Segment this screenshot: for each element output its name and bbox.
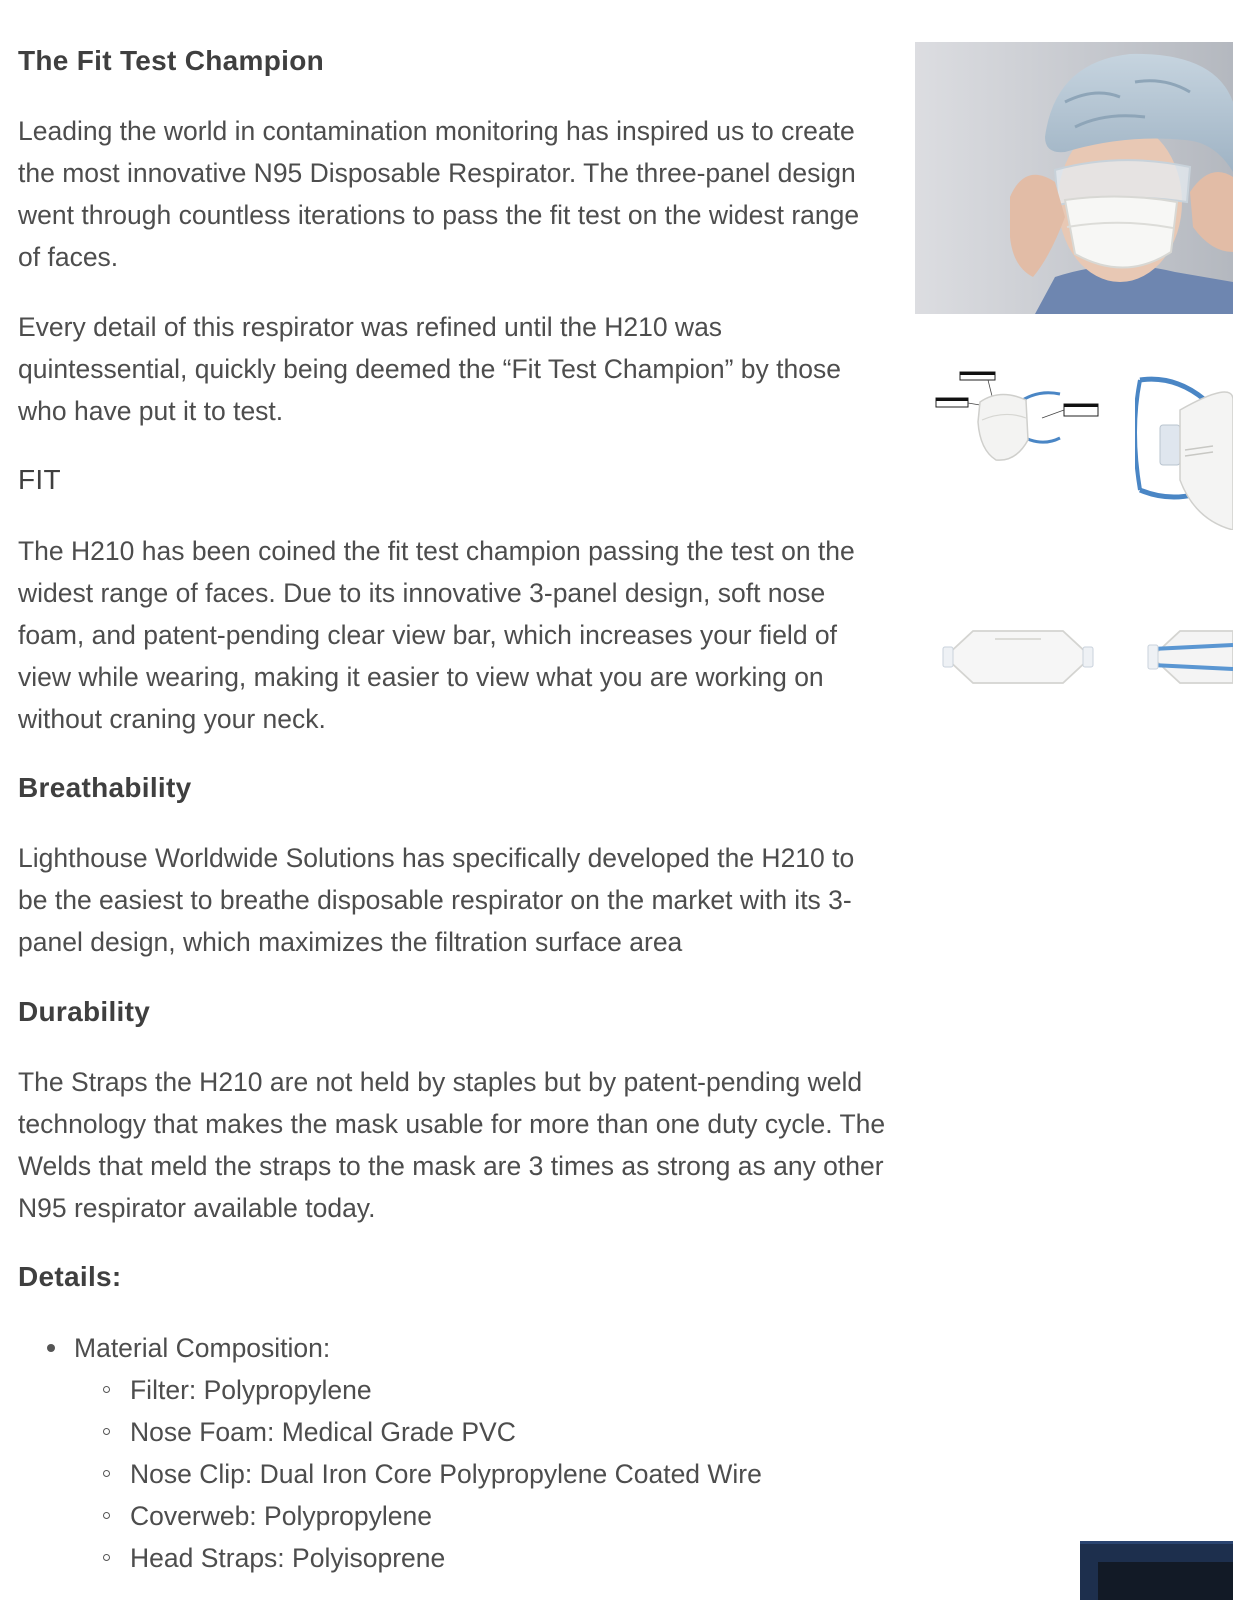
intro-paragraph-1: Leading the world in contamination monitoring has inspired us to create the most innovative N95 Disposable Respirator. The three-panel design went through countless iterations to pass the fit test on the widest range of faces. [18,116,860,272]
list-item [130,1537,762,1579]
page-title: The Fit Test Champion [18,45,325,76]
details-heading: Details: [18,1261,122,1292]
sub-item-nose-foam: Nose Foam: Medical Grade PVC [130,1417,516,1447]
material-sublist [74,1369,762,1579]
product-thumbnail-side[interactable] [1135,370,1233,530]
sub-item-nose-clip: Nose Clip: Dual Iron Core Polypropylene Coated Wire [130,1459,762,1489]
respirator-flat-image [935,615,1100,700]
product-thumbnail-straps[interactable] [1140,615,1233,700]
list-item [130,1411,762,1453]
respirator-diagram-image [930,360,1105,480]
details-list [18,1327,762,1579]
fit-paragraph: The H210 has been coined the fit test champion passing the test on the widest range of faces. Due to its innovative 3-panel design, soft nose foam, and patent-pending clear view bar, which increases your field of view while wearing, making it easier to view what you are working on without craning your neck. [18,536,855,734]
list-item [130,1453,762,1495]
circle-bullet-icon [103,1512,110,1519]
product-thumbnail-diagram[interactable] [930,360,1105,480]
circle-bullet-icon [103,1554,110,1561]
list-item [130,1495,762,1537]
durability-paragraph: The Straps the H210 are not held by staples but by patent-pending weld technology that makes the mask usable for more than one duty cycle. The Welds that meld the straps to the mask are 3 times as strong as any other N95 respirator available today. [18,1067,886,1223]
product-thumbnail-flat[interactable] [935,615,1100,700]
dark-panel-corner [1080,1541,1233,1600]
intro-paragraph-2: Every detail of this respirator was refined until the H210 was quintessential, quickly being deemed the “Fit Test Champion” by those who have put it to test. [18,312,841,426]
circle-bullet-icon [103,1428,110,1435]
respirator-side-image [1135,370,1233,530]
fit-heading: FIT [18,464,61,495]
circle-bullet-icon [103,1386,110,1393]
breathability-paragraph: Lighthouse Worldwide Solutions has specifically developed the H210 to be the easiest to breathe disposable respirator on the market with its 3-panel design, which maximizes the filtration surface area [18,843,855,957]
material-composition-label: Material Composition: [74,1333,331,1363]
circle-bullet-icon [103,1470,110,1477]
sub-item-filter: Filter: Polypropylene [130,1375,372,1405]
person-wearing-respirator-image [915,42,1233,314]
sub-item-head-straps: Head Straps: Polyisoprene [130,1543,446,1573]
respirator-straps-image [1140,615,1233,700]
product-photo-main[interactable] [915,42,1233,314]
sub-item-coverweb: Coverweb: Polypropylene [130,1501,432,1531]
list-item [74,1327,762,1579]
bullet-icon [47,1344,55,1352]
list-item [130,1369,762,1411]
durability-heading: Durability [18,996,151,1027]
breathability-heading: Breathability [18,772,192,803]
